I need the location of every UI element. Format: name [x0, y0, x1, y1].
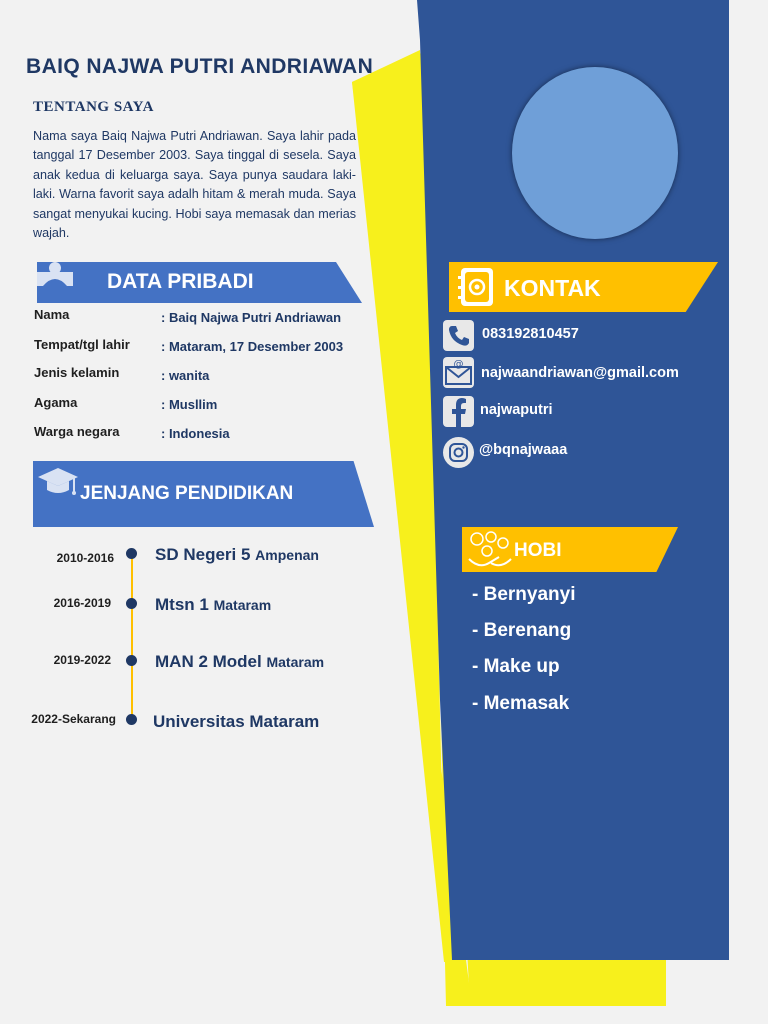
facebook-icon [443, 396, 474, 427]
value-religion: : Musllim [161, 397, 218, 412]
education-title: JENJANG PENDIDIKAN [80, 483, 294, 504]
profile-photo [512, 67, 678, 239]
timeline-dot [126, 655, 137, 666]
label-citizenship: Warga negara [34, 424, 120, 439]
contact-book-icon [455, 266, 497, 308]
edu-school-3: MAN 2 Model Mataram [155, 652, 325, 671]
about-title: TENTANG SAYA [33, 99, 154, 115]
value-birth: : Mataram, 17 Desember 2003 [161, 339, 344, 354]
contact-instagram: @bqnajwaaa [479, 442, 568, 458]
contact-phone: 083192810457 [482, 326, 579, 342]
person-name: BAIQ NAJWA PUTRI ANDRIAWAN [26, 55, 374, 78]
edu-years-2: 2016-2019 [53, 596, 111, 610]
person-icon [37, 260, 73, 286]
phone-icon [443, 320, 474, 351]
personal-data-title: DATA PRIBADI [107, 270, 254, 293]
graduation-cap-icon [38, 466, 78, 502]
hobby-title: HOBI [514, 540, 562, 561]
label-religion: Agama [34, 395, 78, 410]
hobby-item: - Memasak [472, 693, 570, 714]
instagram-icon [443, 437, 474, 468]
timeline-dot [126, 598, 137, 609]
edu-years-1: 2010-2016 [56, 551, 114, 565]
contact-facebook: najwaputri [480, 402, 553, 418]
edu-years-3: 2019-2022 [53, 653, 111, 667]
value-citizenship: : Indonesia [161, 426, 230, 441]
timeline-line [131, 555, 133, 720]
hobby-icon [465, 529, 515, 569]
hobby-item: - Berenang [472, 620, 572, 641]
timeline-dot [126, 548, 137, 559]
edu-years-4: 2022-Sekarang [31, 712, 116, 726]
about-text: Nama saya Baiq Najwa Putri Andriawan. Saya lahir pada tanggal 17 Desember 2003. Saya tinggal di sesela. Saya anak kedua di keluarga saya. Saya punya saudara laki-laki. Warna favorit saya adalh hitam & merah muda. Saya sangat menyukai kucing. Hobi saya memasak dan merias wajah. [33, 129, 356, 241]
edu-school-1: SD Negeri 5 Ampenan [155, 545, 319, 564]
edu-school-4: Universitas Mataram [153, 712, 320, 731]
timeline-dot [126, 714, 137, 725]
svg-text:@: @ [453, 359, 464, 370]
value-name: : Baiq Najwa Putri Andriawan [161, 310, 342, 325]
hobby-item: - Make up [472, 656, 560, 677]
hobby-item: - Bernyanyi [472, 584, 576, 605]
contact-email: najwaandriawan@gmail.com [481, 365, 679, 381]
email-icon [443, 357, 474, 388]
contact-title: KONTAK [504, 275, 601, 301]
label-name: Nama [34, 307, 70, 322]
value-gender: : wanita [161, 368, 210, 383]
label-gender: Jenis kelamin [34, 365, 120, 380]
label-birth: Tempat/tgl lahir [34, 337, 130, 352]
edu-school-2: Mtsn 1 Mataram [155, 595, 272, 614]
